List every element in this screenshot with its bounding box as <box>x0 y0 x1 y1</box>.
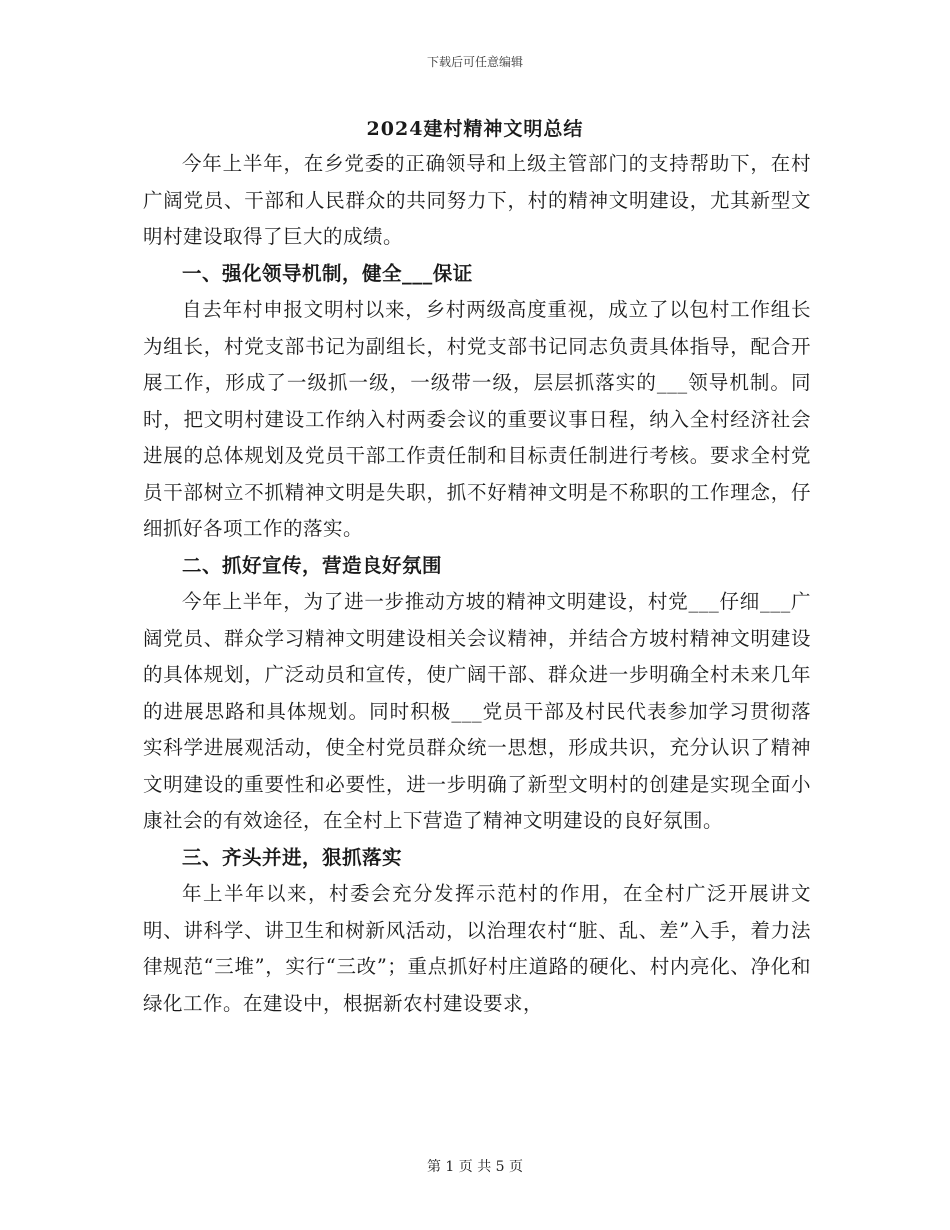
section-body-3: 年上半年以来，村委会充分发挥示范村的作用，在全村广泛开展讲文明、讲科学、讲卫生和树新风活动，以治理农村“脏、乱、差”入手，着力法律规范“三堆”，实行“三改”；重点抓好村庄道路的硬化、村内亮化、净化和绿化工作。在建设中，根据新农村建设要求， <box>143 882 811 1015</box>
document-body <box>143 146 811 1022</box>
page-number: 第 1 页 共 5 页 <box>426 1159 524 1175</box>
section-heading-2: 二、抓好宣传，营造良好氛围 <box>182 553 443 577</box>
section-heading-1: 一、强化领导机制，健全___保证 <box>182 261 473 285</box>
section-heading-3: 三、齐头并进，狠抓落实 <box>182 845 403 869</box>
section-body-1: 自去年村申报文明村以来，乡村两级高度重视，成立了以包村工作组长为组长，村党支部书记为副组长，村党支部书记同志负责具体指导，配合开展工作，形成了一级抓一级，一级带一级，层层抓落实的___领导机制。同时，把文明村建设工作纳入村两委会议的重要议事日程，纳入全村经济社会进展的总体规划及党员干部工作责任制和目标责任制进行考核。要求全村党员干部树立不抓精神文明是失职，抓不好精神文明是不称职的工作理念，仔细抓好各项工作的落实。 <box>143 298 811 540</box>
header-note: 下载后可任意编辑 <box>426 55 523 69</box>
document-title: 2024建村精神文明总结 <box>366 118 584 140</box>
intro-paragraph: 今年上半年，在乡党委的正确领导和上级主管部门的支持帮助下，在村广阔党员、干部和人民群众的共同努力下，村的精神文明建设，尤其新型文明村建设取得了巨大的成绩。 <box>143 152 811 248</box>
section-body-2: 今年上半年，为了进一步推动方坡的精神文明建设，村党___仔细___广阔党员、群众学习精神文明建设相关会议精神，并结合方坡村精神文明建设的具体规划，广泛动员和宣传，使广阔干部、群众进一步明确全村未来几年的进展思路和具体规划。同时积极___党员干部及村民代表参加学习贯彻落实科学进展观活动，使全村党员群众统一思想，形成共识，充分认识了精神文明建设的重要性和必要性，进一步明确了新型文明村的创建是实现全面小康社会的有效途径，在全村上下营造了精神文明建设的良好氛围。 <box>143 590 811 832</box>
